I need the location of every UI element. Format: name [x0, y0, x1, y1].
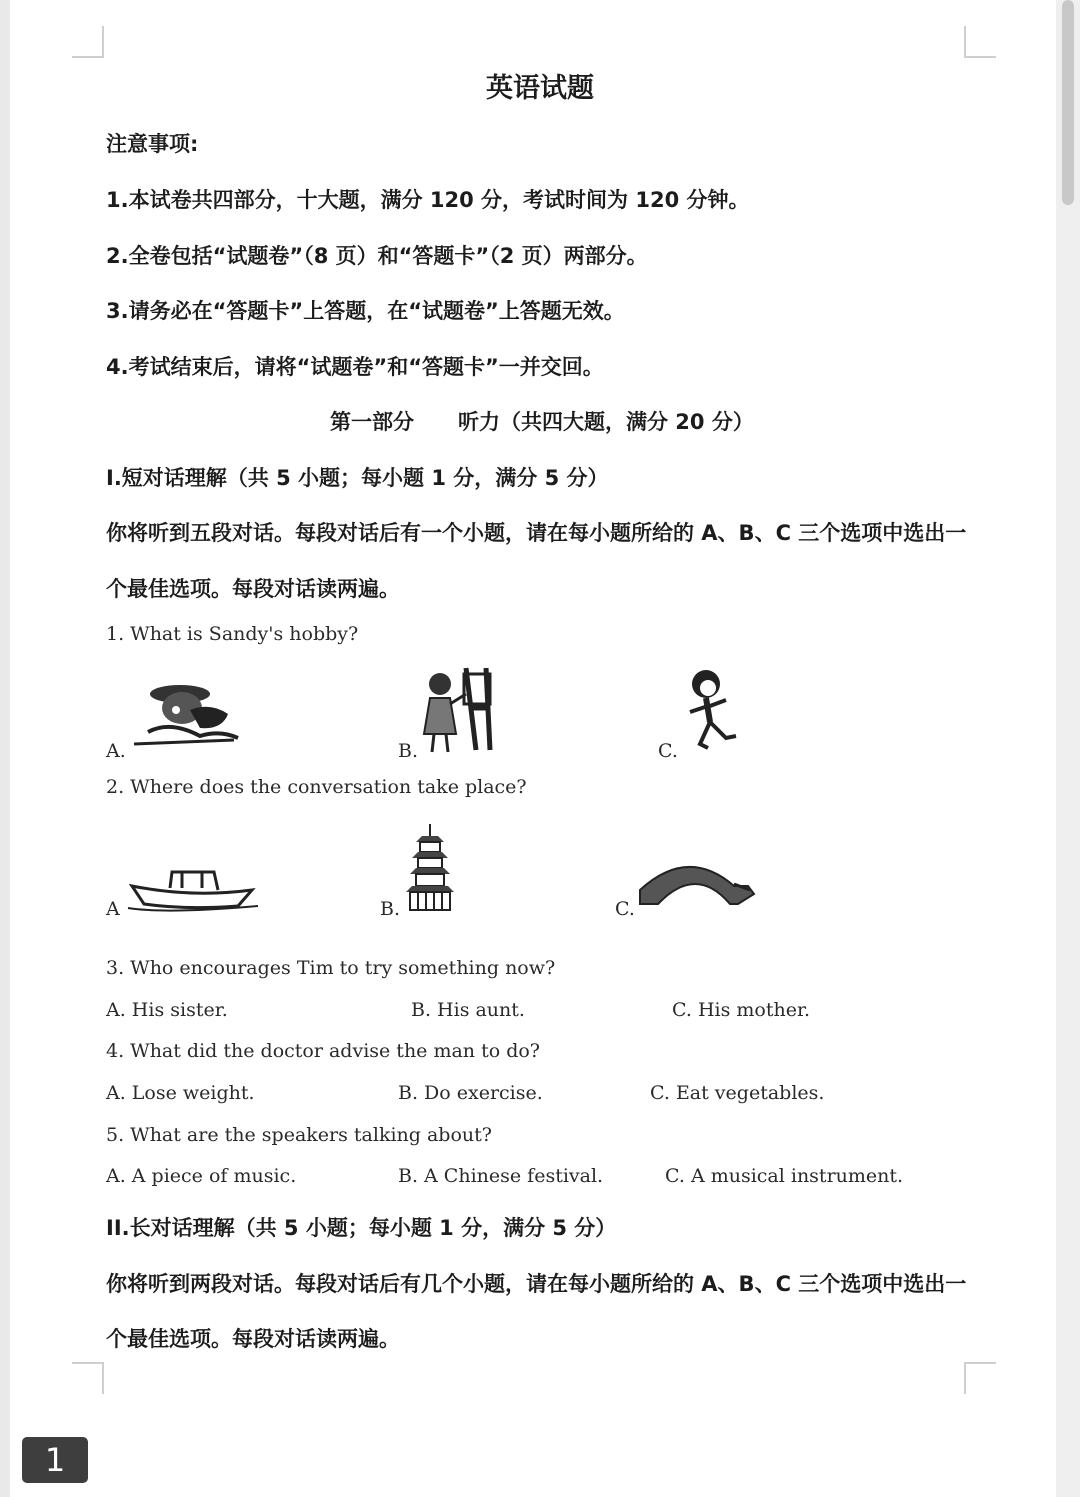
question-text: 3. Who encourages Tim to try something now? [106, 957, 556, 979]
question-text: 1. What is Sandy's hobby? [106, 623, 359, 645]
page-title: 英语试题 [486, 73, 594, 104]
option-text: B. His aunt. [411, 999, 525, 1021]
bridge-picture [638, 856, 756, 908]
notice-item: 3.请务必在“答题卡”上答题，在“试题卷”上答题无效。 [106, 299, 625, 323]
page-number-badge: 1 [22, 1437, 88, 1483]
crop-mark-bottom-right [964, 1362, 996, 1394]
part-title: 听力（共四大题，满分 20 分） [458, 410, 754, 434]
section-heading: I.短对话理解（共 5 小题；每小题 1 分，满分 5 分） [106, 466, 609, 490]
option-text: A. His sister. [106, 999, 228, 1021]
option-label: A [106, 898, 120, 920]
section-instruction: 你将听到两段对话。每段对话后有几个小题，请在每小题所给的 A、B、C 三个选项中选出一 [106, 1272, 967, 1296]
question-text: 4. What did the doctor advise the man to do? [106, 1040, 540, 1062]
option-label: C. [615, 898, 635, 920]
option-label: B. [380, 898, 401, 920]
option-label: A. [106, 740, 126, 762]
option-text: B. Do exercise. [398, 1082, 543, 1104]
option-text: C. His mother. [672, 999, 810, 1021]
notice-item: 2.全卷包括“试题卷”（8 页）和“答题卡”（2 页）两部分。 [106, 244, 648, 268]
notice-heading: 注意事项: [106, 132, 199, 156]
boat-picture [126, 866, 261, 914]
part-label: 第一部分 [330, 410, 414, 434]
crop-mark-top-right [964, 26, 996, 58]
option-label: C. [658, 740, 678, 762]
question-text: 2. Where does the conversation take place? [106, 776, 527, 798]
scrollbar[interactable] [1056, 0, 1080, 1497]
section-instruction: 个最佳选项。每段对话读两遍。 [106, 577, 400, 601]
option-text: C. Eat vegetables. [650, 1082, 825, 1104]
option-text: C. A musical instrument. [665, 1165, 904, 1187]
crop-mark-top-left [72, 26, 104, 58]
option-text: A. A piece of music. [106, 1165, 297, 1187]
notice-item: 1.本试卷共四部分，十大题，满分 120 分，考试时间为 120 分钟。 [106, 188, 750, 212]
painting-picture [420, 664, 500, 754]
pagoda-picture [402, 822, 458, 914]
option-label: B. [398, 740, 419, 762]
option-text: B. A Chinese festival. [398, 1165, 604, 1187]
section-instruction: 你将听到五段对话。每段对话后有一个小题，请在每小题所给的 A、B、C 三个选项中选出一 [106, 521, 967, 545]
running-picture [676, 664, 746, 754]
crop-mark-bottom-left [72, 1362, 104, 1394]
section-heading: II.长对话理解（共 5 小题；每小题 1 分，满分 5 分） [106, 1216, 617, 1240]
option-text: A. Lose weight. [106, 1082, 255, 1104]
section-instruction: 个最佳选项。每段对话读两遍。 [106, 1327, 400, 1351]
notice-item: 4.考试结束后，请将“试题卷”和“答题卡”一并交回。 [106, 355, 604, 379]
question-text: 5. What are the speakers talking about? [106, 1124, 492, 1146]
reading-picture [130, 680, 245, 752]
